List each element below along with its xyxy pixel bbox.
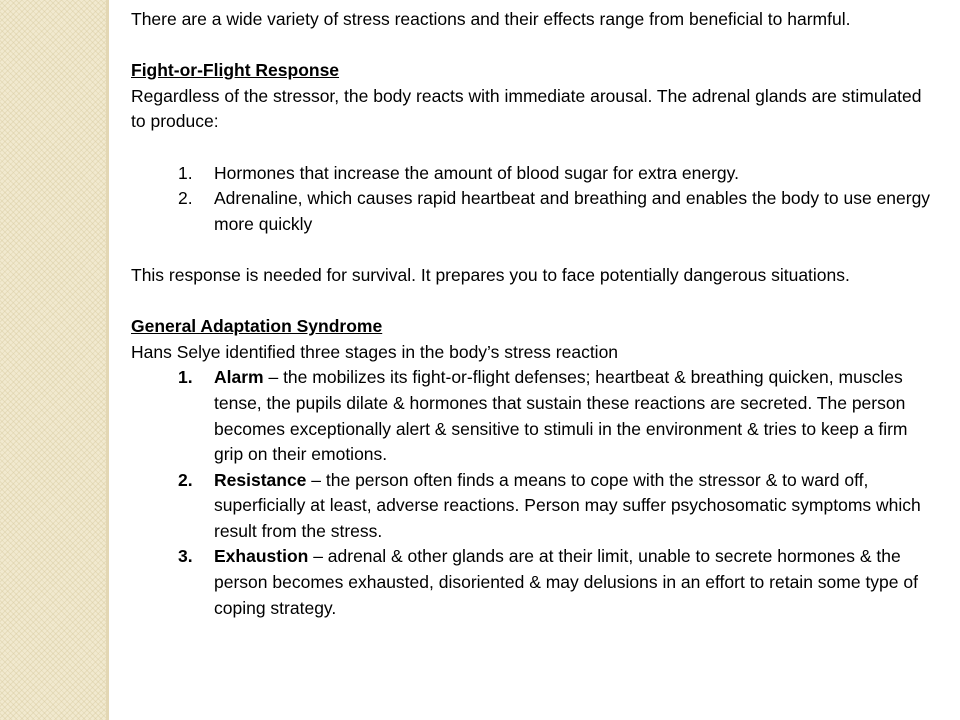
fight-flight-heading: Fight-or-Flight Response (131, 60, 340, 81)
stage-description: – adrenal & other glands are at their limit, unable to secrete hormones & the person becomes exhausted, disoriented & may delusions in an effort to retain some type of coping strategy. (214, 546, 918, 618)
slide-content (131, 7, 931, 621)
list-item (131, 161, 931, 187)
list-item (131, 186, 931, 237)
list-item-number: 1. (178, 162, 193, 183)
stage-term: Resistance (214, 469, 307, 490)
side-band-edge (106, 0, 109, 720)
list-item-text: Hormones that increase the amount of blood sugar for extra energy. (214, 162, 739, 183)
list-item-number: 1. (178, 367, 193, 388)
list-item (131, 365, 931, 467)
gas-heading: General Adaptation Syndrome (131, 316, 383, 337)
intro-paragraph: There are a wide variety of stress reactions and their effects range from beneficial to harmful. (131, 9, 851, 29)
list-item (131, 468, 931, 545)
list-item-number: 3. (178, 546, 193, 567)
list-item-number: 2. (178, 188, 193, 209)
fight-flight-list (131, 161, 931, 238)
stage-term: Alarm (214, 367, 264, 388)
fight-flight-body: Regardless of the stressor, the body reacts with immediate arousal. The adrenal glands are stimulated to produce: (131, 85, 922, 132)
decorative-side-band (0, 0, 106, 720)
stage-description: – the person often finds a means to cope with the stressor & to ward off, superficially at least, adverse reactions. Person may suffer psychosomatic symptoms which result from the stress. (214, 469, 921, 541)
stage-term: Exhaustion (214, 546, 309, 567)
list-item-text: Adrenaline, which causes rapid heartbeat and breathing and enables the body to use energy more quickly (214, 188, 931, 234)
gas-body: Hans Selye identified three stages in the body’s stress reaction (131, 341, 619, 362)
survival-paragraph: This response is needed for survival. It prepares you to face potentially dangerous situations. (131, 264, 850, 285)
list-item (131, 544, 931, 621)
stage-description: – the mobilizes its fight-or-flight defenses; heartbeat & breathing quicken, muscles tense, the pupils dilate & hormones that sustain these reactions are secreted. The person becomes exceptionally alert & sensitive to stimuli in the environment & tries to keep a firm grip on their emotions. (214, 367, 908, 465)
list-item-number: 2. (178, 469, 193, 490)
gas-stages-list (131, 365, 931, 621)
